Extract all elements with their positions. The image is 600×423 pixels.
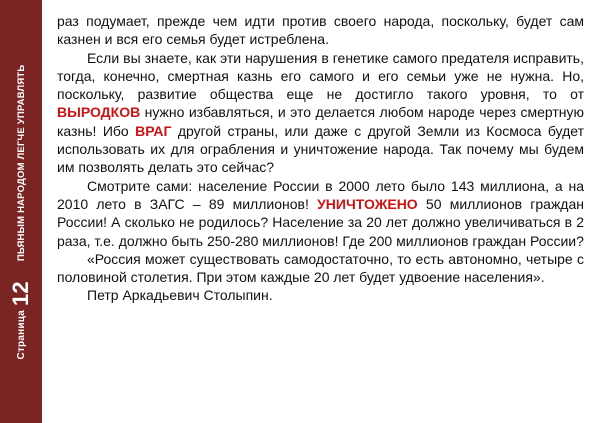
highlight-vyrodkov: ВЫРОДКОВ	[57, 104, 141, 121]
page-number: 12	[8, 281, 33, 307]
paragraph-3-text-a: Смотрите сами: население России в 2000 лето было 143 миллиона, а на 2010 лето в ЗАГС – 89 миллионов!	[57, 177, 584, 212]
paragraph-3	[57, 177, 584, 250]
quote-author: Петр Аркадьевич Столыпин.	[87, 287, 273, 304]
paragraph-2	[57, 49, 584, 177]
highlight-vrag: ВРАГ	[135, 122, 172, 139]
paragraph-1: раз подумает, прежде чем идти против своего народа, поскольку, будет сам казнен и вся его семья будет истреблена.	[57, 13, 584, 48]
paragraph-3-text-b: 50 миллионов граждан России! А сколько не родилось? Население за 20 лет должно увеличиваться в 2 раза, т.е. должно быть 250-280 миллионов! Где 200 миллионов граждан России?	[57, 195, 584, 249]
sidebar-vertical-text	[10, 65, 32, 360]
paragraph-2-text-b: нужно избавляться, и это делается любом народе через смертную казнь! Ибо	[57, 104, 584, 139]
document-body	[57, 12, 584, 305]
paragraph-2-text-a: Если вы знаете, как эти нарушения в генетике самого предателя исправить, тогда, конечно, смертная казнь его самого и его семьи уже не нужна. Но, поскольку, развитие общества еще не достигло такого уровня, то от	[57, 49, 584, 103]
paragraph-2-text-c: другой страны, или даже с другой Земли из Космоса будет использовать их для ограбления и уничтожение народа. Так почему мы будем им позволять делать это сейчас?	[57, 122, 584, 176]
page-label: Страница	[15, 310, 27, 360]
running-title: ПЬЯНЫМ НАРОДОМ ЛЕГЧЕ УПРАВЛЯТЬ	[15, 64, 27, 262]
sidebar	[0, 0, 42, 423]
highlight-unichtozheno: УНИЧТОЖЕНО	[317, 195, 418, 212]
quote-paragraph: «Россия может существовать самодостаточно, то есть автономно, четыре с половиной столетия. При этом каждые 20 лет будет удвоение населения».	[57, 250, 584, 286]
